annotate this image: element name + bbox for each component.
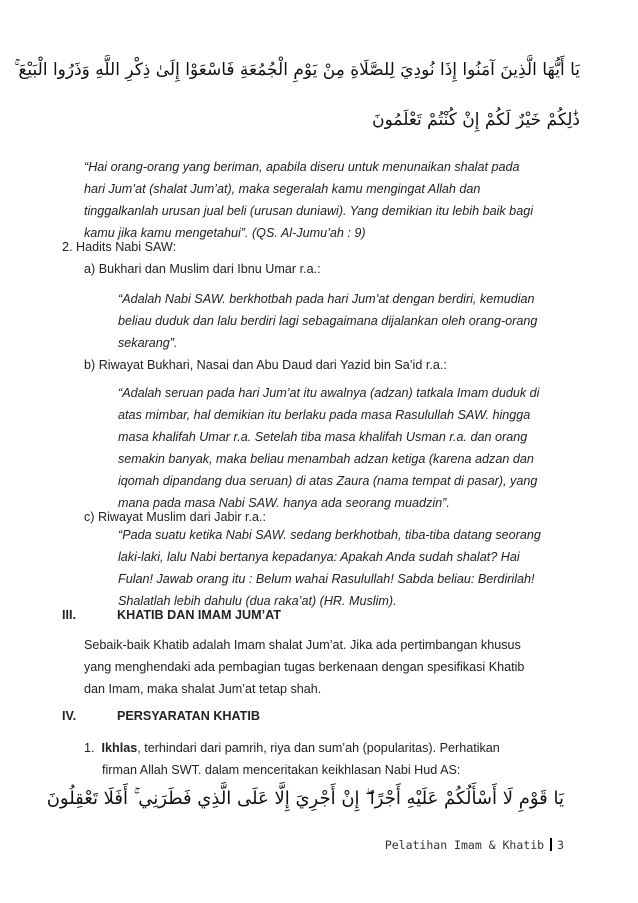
quote-line: Fulan! Jawab orang itu : Belum wahai Rasulullah! Sabda beliau: Berdirilah! bbox=[118, 572, 535, 586]
item-keyword: Ikhlas bbox=[101, 741, 138, 755]
hadits-c-label: c) Riwayat Muslim dari Jabir r.a.: bbox=[84, 510, 266, 524]
quran-translation bbox=[84, 156, 564, 244]
requirement-item-1 bbox=[84, 737, 564, 781]
section-4-number: IV. bbox=[62, 709, 77, 723]
arabic-verse-line-2: ذَٰلِكُمْ خَيْرٌ لَكُمْ إِنْ كُنْتُمْ تَعْلَمُونَ bbox=[372, 110, 580, 130]
requirement-line-2: firman Allah SWT. dalam menceritakan keikhlasan Nabi Hud AS: bbox=[102, 763, 461, 777]
footer-title: Pelatihan Imam & Khatib bbox=[384, 838, 545, 852]
quote-line: atas mimbar, hal demikian itu berlaku pada masa Rasulullah SAW. hingga bbox=[118, 408, 531, 422]
hadits-c-quote bbox=[118, 524, 564, 612]
section-3-title: KHATIB DAN IMAM JUM’AT bbox=[117, 608, 281, 622]
hadits-b-label: b) Riwayat Bukhari, Nasai dan Abu Daud dari Yazid bin Sa’id r.a.: bbox=[84, 358, 447, 372]
quote-line: laki-laki, lalu Nabi bertanya kepadanya: Apakah Anda sudah shalat? Hai bbox=[118, 550, 520, 564]
quote-line: Shalatlah lebih dahulu (dua raka’at) (HR. Muslim). bbox=[118, 594, 397, 608]
quote-line: masa khalifah Umar r.a. Setelah tiba masa khalifah Usman r.a. dan orang bbox=[118, 430, 528, 444]
quote-line: “Adalah seruan pada hari Jum’at itu awalnya (adzan) tatkala Imam duduk di bbox=[118, 386, 540, 400]
footer-divider bbox=[550, 838, 552, 851]
quote-line: beliau duduk dan lalu berdiri lagi sebagaimana dijalankan oleh orang-orang bbox=[118, 314, 538, 328]
section-3-body bbox=[84, 634, 564, 700]
quote-line: mana pada masa Nabi SAW. hanya ada seorang muadzin”. bbox=[118, 496, 450, 510]
hadits-b-quote bbox=[118, 382, 564, 514]
body-line: dan Imam, maka shalat Jum’at tetap shah. bbox=[84, 682, 322, 696]
translation-line: “Hai orang-orang yang beriman, apabila diseru untuk menunaikan shalat pada bbox=[84, 160, 520, 174]
translation-line: tinggalkanlah urusan jual beli (urusan duniawi). Yang demikian itu lebih baik bagi bbox=[84, 204, 533, 218]
quote-line: iqomah dipandang dua seruan) di atas Zaura (nama tempat di pasar), yang bbox=[118, 474, 538, 488]
item-number: 1. bbox=[84, 741, 95, 755]
body-line: yang menghendaki ada pembagian tugas berkenaan dengan spesifikasi Khatib bbox=[84, 660, 525, 674]
requirement-line-1 bbox=[84, 737, 564, 759]
translation-line: hari Jum’at (shalat Jum’at), maka segeralah kamu mengingat Allah dan bbox=[84, 182, 481, 196]
arabic-verse-hud: يَا قَوْمِ لَا أَسْأَلُكُمْ عَلَيْهِ أَجْرًا ۖ إِنْ أَجْرِيَ إِلَّا عَلَى الَّذِي فَطَرَنِي ۚ أَفَلَا تَعْقِلُونَ bbox=[46, 788, 564, 809]
quote-line: semakin banyak, maka beliau menambah adzan ketiga (karena adzan dan bbox=[118, 452, 534, 466]
hadits-a-label: a) Bukhari dan Muslim dari Ibnu Umar r.a.: bbox=[84, 262, 321, 276]
section-3-number: III. bbox=[62, 608, 76, 622]
section-4-title: PERSYARATAN KHATIB bbox=[117, 709, 260, 723]
item-text: , terhindari dari pamrih, riya dan sum’ah (popularitas). Perhatikan bbox=[137, 741, 500, 755]
body-line: Sebaik-baik Khatib adalah Imam shalat Jum’at. Jika ada pertimbangan khusus bbox=[84, 638, 521, 652]
page-footer bbox=[385, 838, 564, 852]
page-number: 3 bbox=[557, 838, 564, 852]
translation-line: kamu jika kamu mengetahui”. (QS. Al-Jumu’ah : 9) bbox=[84, 226, 366, 240]
arabic-verse-line-1: يَا أَيُّهَا الَّذِينَ آمَنُوا إِذَا نُودِيَ لِلصَّلَاةِ مِنْ يَوْمِ الْجُمُعَةِ فَاسْعَوْا إِلَىٰ ذِكْرِ اللَّهِ وَذَرُوا الْبَيْعَ ۚ bbox=[14, 60, 580, 80]
quote-line: “Adalah Nabi SAW. berkhotbah pada hari Jum’at dengan berdiri, kemudian bbox=[118, 292, 535, 306]
hadits-heading: 2. Hadits Nabi SAW: bbox=[62, 240, 177, 254]
hadits-a-quote bbox=[118, 288, 564, 354]
quote-line: “Pada suatu ketika Nabi SAW. sedang berkhotbah, tiba-tiba datang seorang bbox=[118, 528, 541, 542]
quote-line: sekarang”. bbox=[118, 336, 178, 350]
